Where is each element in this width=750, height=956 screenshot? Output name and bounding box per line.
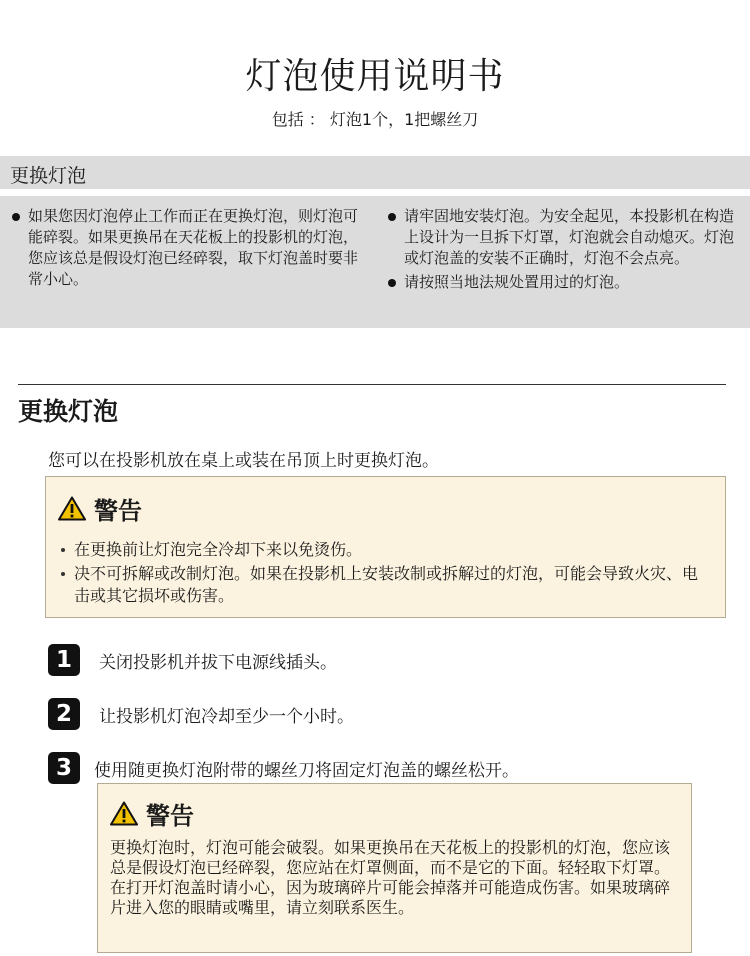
warning-item [60, 539, 710, 561]
bullet-icon [388, 213, 396, 221]
section-intro: 您可以在投影机放在桌上或装在吊顶上时更换灯泡。 [48, 451, 439, 471]
bullet-icon [61, 548, 65, 552]
section-heading: 更换灯泡 [18, 397, 119, 426]
warning-item-text: 在更换前让灯泡完全冷却下来以免烫伤。 [74, 540, 363, 559]
bullet-icon [388, 279, 396, 287]
warning-triangle-icon [110, 801, 138, 826]
warning-header [58, 491, 142, 526]
page-title: 灯泡使用说明书 [245, 56, 505, 97]
warning-list [60, 539, 710, 609]
step-text: 让投影机灯泡冷却至少一个小时。 [99, 706, 354, 727]
warning-label: 警告 [146, 802, 194, 830]
step-1 [48, 644, 337, 676]
notice-panel [0, 196, 750, 328]
warning-item [60, 563, 710, 607]
notice-item-text: 请按照当地法规处置用过的灯泡。 [404, 273, 630, 291]
notice-item [386, 272, 741, 293]
notice-item-text: 如果您因灯泡停止工作而正在更换灯泡，则灯泡可能碎裂。如果更换吊在天花板上的投影机的灯泡，您应该总是假设灯泡已经碎裂，取下灯泡盖时要非常小心。 [28, 207, 359, 288]
section-divider [18, 384, 726, 385]
notice-item [386, 206, 741, 269]
warning-body: 更换灯泡时，灯泡可能会破裂。如果更换吊在天花板上的投影机的灯泡，您应该总是假设灯泡已经碎裂，您应站在灯罩侧面，而不是它的下面。轻轻取下灯罩。在打开灯泡盖时请小心，因为玻璃碎片可能会掉落并可能造成伤害。如果玻璃碎片进入您的眼睛或嘴里，请立刻联系医生。 [110, 838, 671, 917]
step-3 [48, 752, 519, 784]
step-2 [48, 698, 354, 730]
step-number-badge: 2 [48, 698, 80, 730]
warning-box [45, 476, 726, 618]
notice-right-column [386, 206, 741, 296]
page-subtitle: 包括 ： 灯泡1个，1把螺丝刀 [271, 110, 479, 129]
notice-left-column [10, 206, 365, 293]
notice-title: 更换灯泡 [0, 156, 750, 189]
step-text: 使用随更换灯泡附带的螺丝刀将固定灯泡盖的螺丝松开。 [94, 760, 519, 781]
warning-header [110, 796, 194, 831]
step-number-badge: 1 [48, 644, 80, 676]
warning-box [97, 783, 692, 953]
notice-item-text: 请牢固地安装灯泡。为安全起见，本投影机在构造上设计为一旦拆下灯罩，灯泡就会自动熄灭。灯泡或灯泡盖的安装不正确时，灯泡不会点亮。 [404, 207, 735, 267]
step-number-badge: 3 [48, 752, 80, 784]
notice-item [10, 206, 365, 290]
step-text: 关闭投影机并拔下电源线插头。 [99, 652, 337, 673]
bullet-icon [12, 213, 20, 221]
warning-label: 警告 [94, 497, 142, 525]
warning-triangle-icon [58, 496, 86, 521]
bullet-icon [61, 572, 65, 576]
warning-item-text: 决不可拆解或改制灯泡。如果在投影机上安装改制或拆解过的灯泡，可能会导致火灾、电击或其它损坏或伤害。 [74, 564, 699, 605]
